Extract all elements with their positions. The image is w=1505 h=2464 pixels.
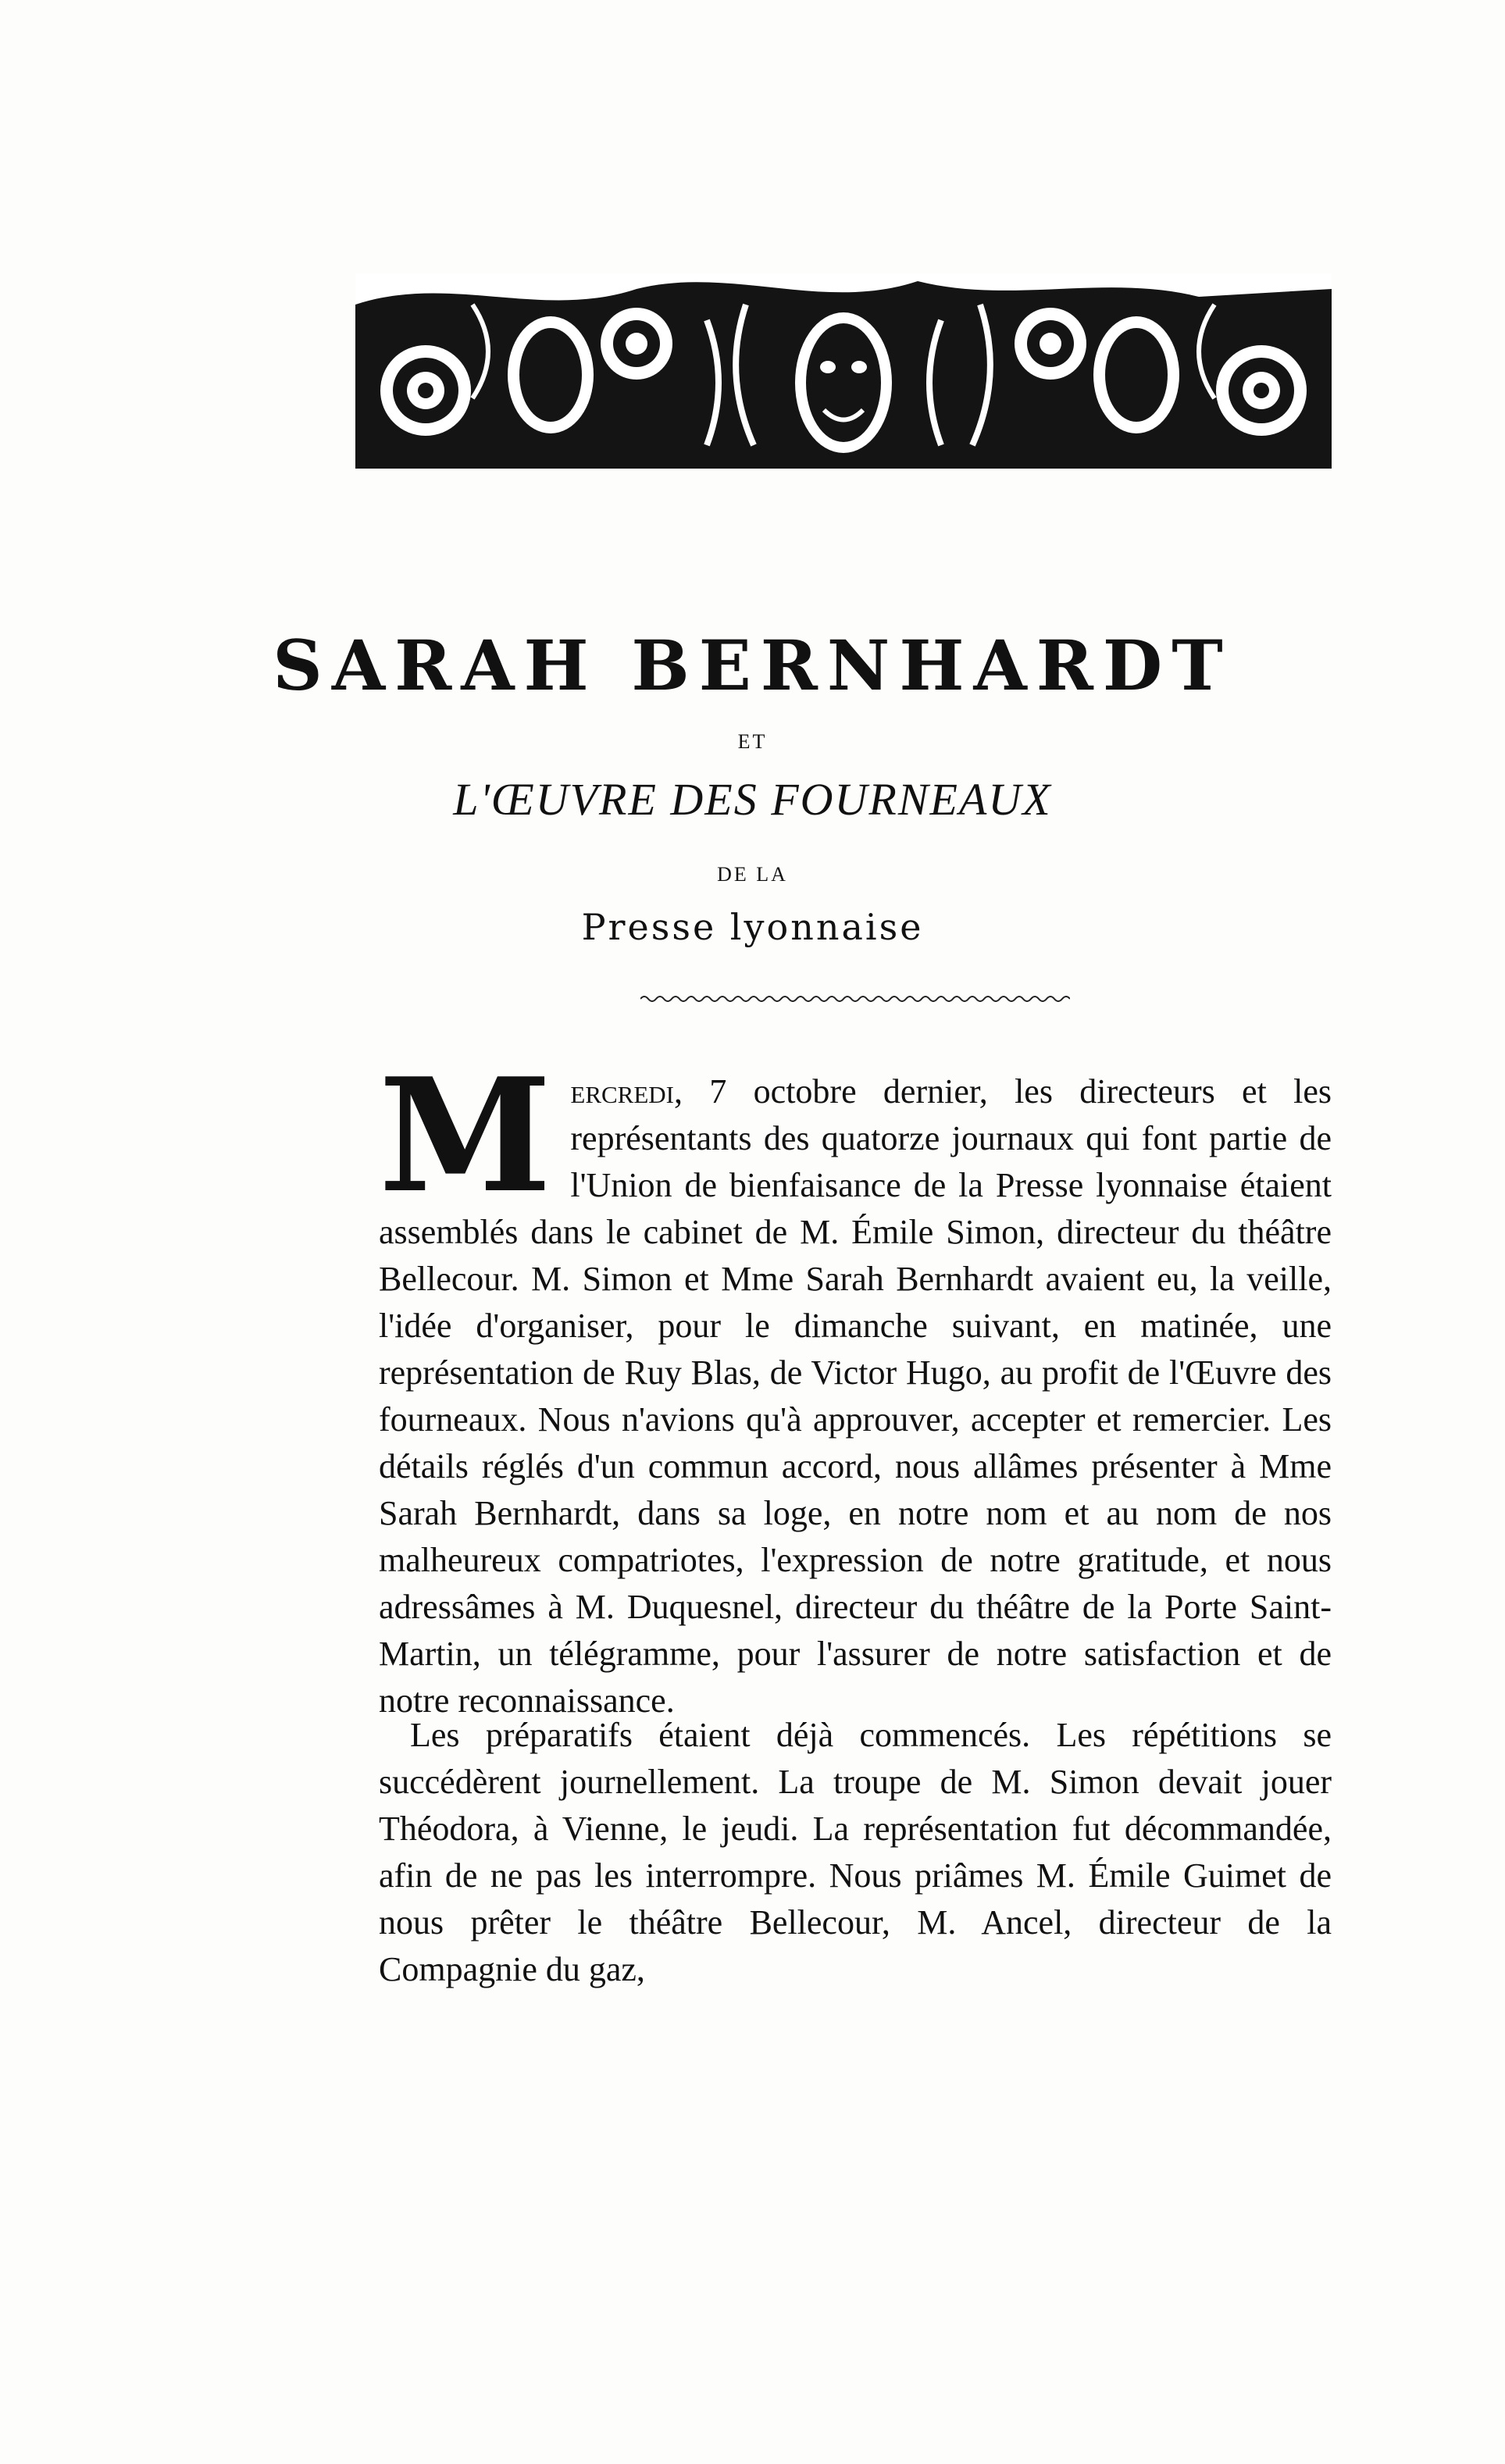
paragraph-first	[379, 1044, 1332, 1724]
paragraph-second: Les préparatifs étaient déjà commencés. Les répétitions se succédèrent journellement. La troupe de M. Simon devait jouer Théodora, à Vienne, le jeudi. La représentation fut décommandée, afin de ne pas les interrompre. Nous priâmes M. Émile Guimet de nous prêter le théâtre Bellecour, M. Ancel, directeur de la Compagnie du gaz,	[379, 1716, 1332, 1988]
title-subtitle: Presse lyonnaise	[581, 906, 924, 948]
title-preposition: DE LA	[717, 863, 788, 886]
paragraph-first-text: , 7 octobre dernier, les directeurs et les représentants des quatorze journaux qui font partie de l'Union de bienfaisance de la Presse lyonnaise étaient assemblés dans le cabinet de M. Émile Simon, directeur du théâtre Bellecour. M. Simon et Mme Sarah Bernhardt avaient eu, la veille, l'idée d'organiser, pour le dimanche suivant, en matinée, une représentation de Ruy Blas, de Victor Hugo, au profit de l'Œuvre des fourneaux. Nous n'avions qu'à approuver, accepter et remercier. Les détails réglés d'un commun accord, nous allâmes présenter à Mme Sarah Bernhardt, dans sa loge, en notre nom et au nom de nos malheureux compatriotes, l'expression de notre gratitude, et nous adressâmes à M. Duquesnel, directeur du théâtre de la Porte Saint-Martin, un télégramme, pour l'assurer de notre satisfaction et de notre reconnaissance.	[379, 1072, 1332, 1720]
grotesque-banner-icon	[355, 273, 1332, 469]
title-main: SARAH BERNHARDT	[273, 625, 1232, 706]
wavy-rule-icon	[640, 993, 1070, 1004]
lead-in-word: ercredi	[570, 1072, 675, 1111]
drop-cap: M	[379, 1044, 552, 1228]
title-work: L'ŒUVRE DES FOURNEAUX	[453, 774, 1052, 825]
title-conjunction: ET	[737, 730, 768, 753]
